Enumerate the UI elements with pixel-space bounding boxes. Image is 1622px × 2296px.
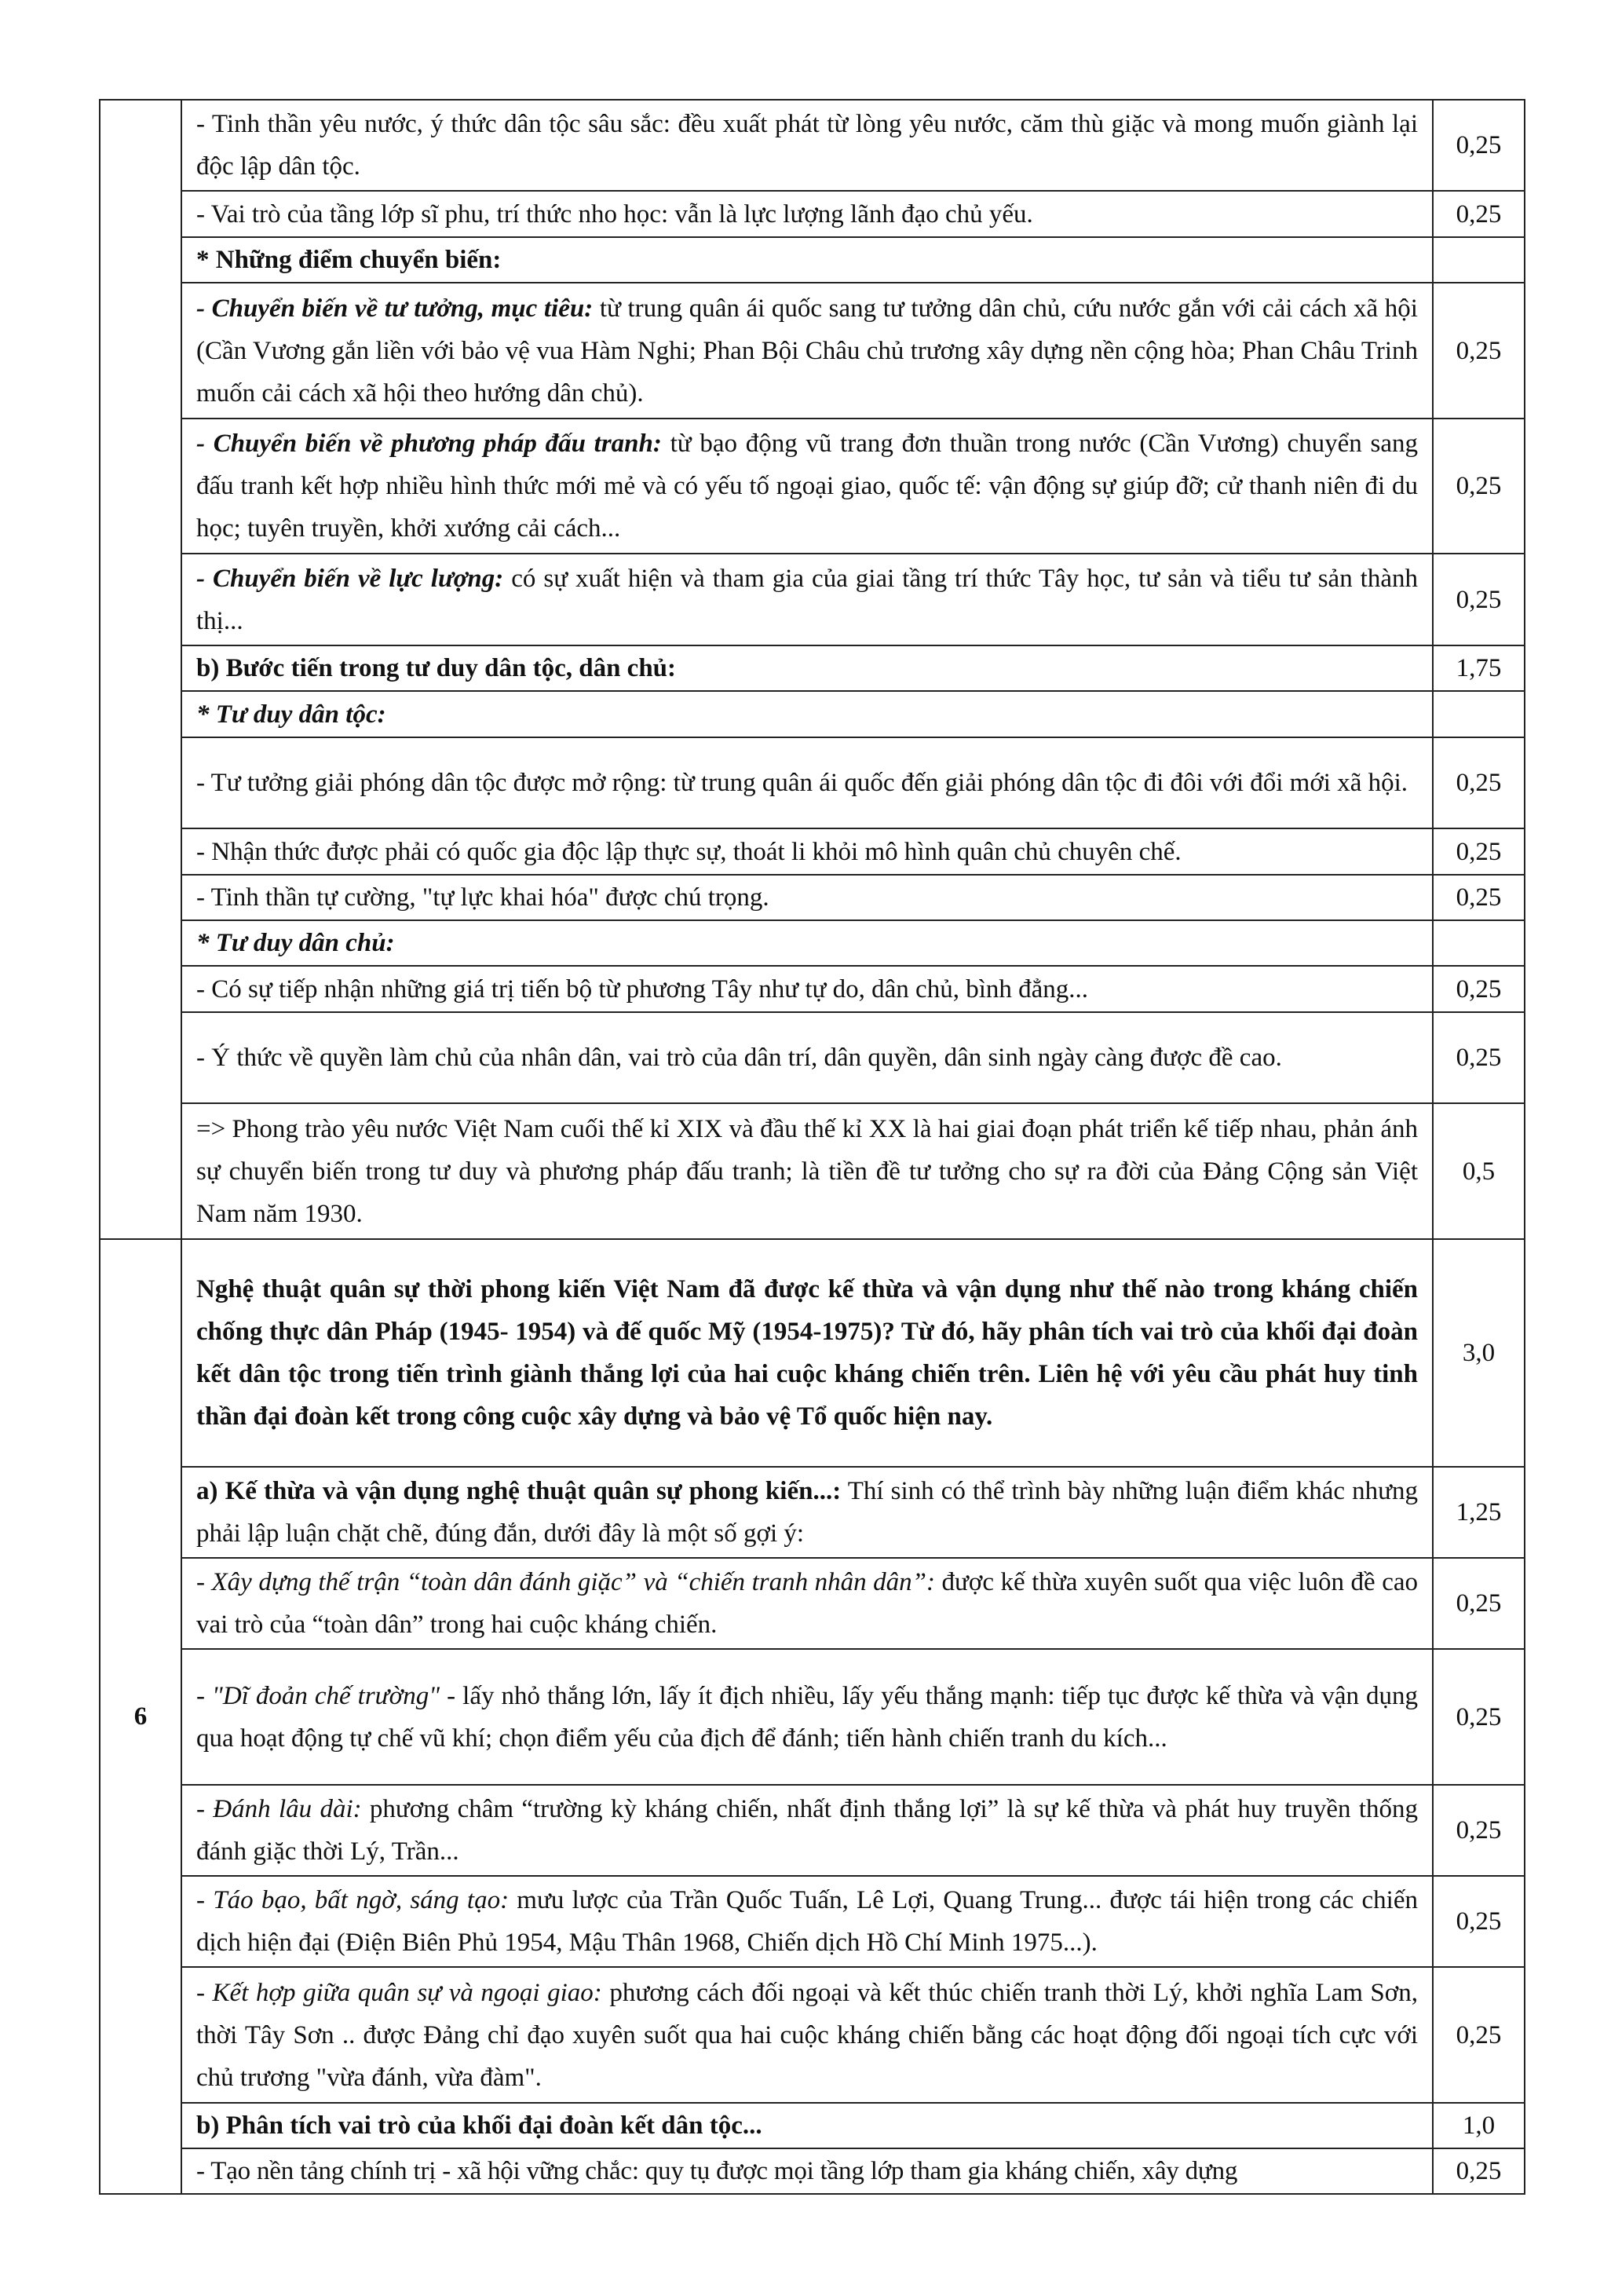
score-cell: 0,25 xyxy=(1433,1558,1525,1649)
table-row xyxy=(100,1967,1525,2103)
score-cell: 0,25 xyxy=(1433,737,1525,828)
answer-text: - Ý thức về quyền làm chủ của nhân dân, vai trò của dân trí, dân quyền, dân sinh ngày càng được đề cao. xyxy=(181,1012,1433,1103)
table-row xyxy=(100,100,1525,191)
answer-body: mưu lược của Trần Quốc Tuấn, Lê Lợi, Quang Trung... được tái hiện trong các chiến dịch hiện đại (Điện Biên Phủ 1954, Mậu Thân 1968, Chiến dịch Hồ Chí Minh 1975...). xyxy=(196,1886,1419,1957)
answer-body: có sự xuất hiện và tham gia của giai tầng trí thức Tây học, tư sản và tiểu tư sản thành thị... xyxy=(196,564,1418,635)
score-cell: 0,25 xyxy=(1433,554,1525,645)
table-row xyxy=(100,1012,1525,1103)
answer-text: - Tinh thần tự cường, "tự lực khai hóa" được chú trọng. xyxy=(181,875,1433,920)
answer-lead: - Đánh lâu dài: xyxy=(196,1795,362,1823)
table-row xyxy=(100,828,1525,875)
answer-text: - Tư tưởng giải phóng dân tộc được mở rộng: từ trung quân ái quốc đến giải phóng dân tộc đi đôi với đổi mới xã hội. xyxy=(181,737,1433,828)
answer-text: => Phong trào yêu nước Việt Nam cuối thế kỉ XIX và đầu thế kỉ XX là hai giai đoạn phát triển kế tiếp nhau, phản ánh sự chuyển biến trong tư duy và phương pháp đấu tranh; là tiền đề tư tưởng cho sự ra đời của Đảng Cộng sản Việt Nam năm 1930. xyxy=(181,1103,1433,1239)
score-cell: 0,25 xyxy=(1433,1876,1525,1967)
answer-text xyxy=(181,419,1433,554)
table-row xyxy=(100,419,1525,554)
question-row xyxy=(100,1239,1525,1467)
question-text: Nghệ thuật quân sự thời phong kiến Việt Nam đã được kế thừa và vận dụng như thế nào trong kháng chiến chống thực dân Pháp (1945- 1954) và đế quốc Mỹ (1954-1975)? Từ đó, hãy phân tích vai trò của khối đại đoàn kết dân tộc trong tiến trình giành thắng lợi của hai cuộc kháng chiến trên. Liên hệ với yêu cầu phát huy tinh thần đại đoàn kết trong công cuộc xây dựng và bảo vệ Tổ quốc hiện nay. xyxy=(181,1239,1433,1467)
score-cell: 0,5 xyxy=(1433,1103,1525,1239)
answer-body: Thí sinh có thể trình bày những luận điểm khác nhưng phải lập luận chặt chẽ, đúng đắn, dưới đây là một số gợi ý: xyxy=(196,1477,1418,1548)
score-cell: 0,25 xyxy=(1433,966,1525,1012)
table-row xyxy=(100,1103,1525,1239)
score-cell xyxy=(1433,920,1525,966)
answer-text xyxy=(181,1967,1433,2103)
answer-text: - Nhận thức được phải có quốc gia độc lập thực sự, thoát li khỏi mô hình quân chủ chuyên chế. xyxy=(181,828,1433,875)
table-row xyxy=(100,554,1525,645)
table-row xyxy=(100,283,1525,419)
subsection-heading: * Tư duy dân tộc: xyxy=(181,691,1433,737)
score-cell: 0,25 xyxy=(1433,283,1525,419)
score-cell: 0,25 xyxy=(1433,419,1525,554)
section-heading: * Những điểm chuyển biến: xyxy=(181,237,1433,283)
question-number-cell xyxy=(100,100,181,1239)
answer-lead: - Chuyển biến về phương pháp đấu tranh: xyxy=(196,430,662,458)
score-cell: 0,25 xyxy=(1433,191,1525,237)
answer-table xyxy=(99,99,1525,2195)
table-row xyxy=(100,237,1525,283)
score-cell xyxy=(1433,237,1525,283)
table-row xyxy=(100,737,1525,828)
answer-body: - lấy nhỏ thắng lớn, lấy ít địch nhiều, lấy yếu thắng mạnh: tiếp tục được kế thừa và vận dụng qua hoạt động tự chế vũ khí; chọn điểm yếu của địch để đánh; tiến hành chiến tranh du kích... xyxy=(196,1681,1418,1753)
answer-text xyxy=(181,1785,1433,1876)
answer-lead: - Chuyển biến về tư tưởng, mục tiêu: xyxy=(196,294,594,323)
section-heading: b) Bước tiến trong tư duy dân tộc, dân chủ: xyxy=(181,645,1433,691)
answer-lead: - Táo bạo, bất ngờ, sáng tạo: xyxy=(196,1886,510,1914)
score-cell: 0,25 xyxy=(1433,1785,1525,1876)
answer-body: phương châm “trường kỳ kháng chiến, nhất định thắng lợi” là sự kế thừa và phát huy truyền thống đánh giặc thời Lý, Trần... xyxy=(196,1795,1418,1866)
table-row xyxy=(100,1558,1525,1649)
table-row xyxy=(100,191,1525,237)
score-cell: 0,25 xyxy=(1433,1967,1525,2103)
subsection-heading: * Tư duy dân chủ: xyxy=(181,920,1433,966)
table-row xyxy=(100,875,1525,920)
answer-text: - Tạo nền tảng chính trị - xã hội vững chắc: quy tụ được mọi tầng lớp tham gia kháng chiến, xây dựng xyxy=(181,2148,1433,2194)
table-row xyxy=(100,920,1525,966)
answer-lead: a) Kế thừa và vận dụng nghệ thuật quân sự phong kiến...: xyxy=(196,1477,842,1505)
score-cell: 3,0 xyxy=(1433,1239,1525,1467)
score-cell: 1,0 xyxy=(1433,2103,1525,2148)
table-row xyxy=(100,966,1525,1012)
answer-text xyxy=(181,1876,1433,1967)
answer-text xyxy=(181,283,1433,419)
answer-text xyxy=(181,554,1433,645)
score-cell: 0,25 xyxy=(1433,1012,1525,1103)
table-row xyxy=(100,1649,1525,1785)
answer-text: - Tinh thần yêu nước, ý thức dân tộc sâu sắc: đều xuất phát từ lòng yêu nước, căm thù giặc và mong muốn giành lại độc lập dân tộc. xyxy=(181,100,1433,191)
table-row xyxy=(100,691,1525,737)
answer-text xyxy=(181,1649,1433,1785)
score-cell: 0,25 xyxy=(1433,875,1525,920)
answer-text xyxy=(181,1558,1433,1649)
table-row xyxy=(100,2148,1525,2194)
table-row xyxy=(100,1467,1525,1558)
answer-text: - Vai trò của tầng lớp sĩ phu, trí thức nho học: vẫn là lực lượng lãnh đạo chủ yếu. xyxy=(181,191,1433,237)
score-cell xyxy=(1433,691,1525,737)
answer-lead: - Chuyển biến về lực lượng: xyxy=(196,564,504,593)
score-cell: 0,25 xyxy=(1433,828,1525,875)
answer-body: được kế thừa xuyên suốt qua việc luôn đề cao vai trò của “toàn dân” trong hai cuộc kháng chiến. xyxy=(196,1568,1418,1639)
answer-body: phương cách đối ngoại và kết thúc chiến tranh thời Lý, khởi nghĩa Lam Sơn, thời Tây Sơn .. được Đảng chỉ đạo xuyên suốt qua hai cuộc kháng chiến bằng các hoạt động đối ngoại tích cực với chủ trương "vừa đánh, vừa đàm". xyxy=(196,1978,1418,2092)
answer-lead: - Xây dựng thế trận “toàn dân đánh giặc” và “chiến tranh nhân dân”: xyxy=(196,1568,935,1596)
section-heading: b) Phân tích vai trò của khối đại đoàn kết dân tộc... xyxy=(181,2103,1433,2148)
answer-body: từ trung quân ái quốc sang tư tưởng dân chủ, cứu nước gắn với cải cách xã hội (Cần Vương gắn liền với bảo vệ vua Hàm Nghi; Phan Bội Châu chủ trương xây dựng nền cộng hòa; Phan Châu Trinh muốn cải cách xã hội theo hướng dân chủ). xyxy=(196,294,1418,408)
score-cell: 0,25 xyxy=(1433,2148,1525,2194)
table-row xyxy=(100,1785,1525,1876)
table-row xyxy=(100,645,1525,691)
question-number: 6 xyxy=(100,1239,181,2194)
score-cell: 1,25 xyxy=(1433,1467,1525,1558)
score-cell: 0,25 xyxy=(1433,100,1525,191)
answer-text xyxy=(181,1467,1433,1558)
answer-lead: - Kết hợp giữa quân sự và ngoại giao: xyxy=(196,1978,602,2007)
table-row xyxy=(100,1876,1525,1967)
table-row xyxy=(100,2103,1525,2148)
score-cell: 1,75 xyxy=(1433,645,1525,691)
answer-text: - Có sự tiếp nhận những giá trị tiến bộ từ phương Tây như tự do, dân chủ, bình đẳng... xyxy=(181,966,1433,1012)
score-cell: 0,25 xyxy=(1433,1649,1525,1785)
answer-lead: - "Dĩ đoản chế trường" xyxy=(196,1681,440,1710)
answer-body: từ bạo động vũ trang đơn thuần trong nước (Cần Vương) chuyển sang đấu tranh kết hợp nhiều hình thức mới mẻ và có yếu tố ngoại giao, quốc tế: vận động sự giúp đỡ; cử thanh niên đi du học; tuyên truyền, khởi xướng cải cách... xyxy=(196,430,1418,543)
